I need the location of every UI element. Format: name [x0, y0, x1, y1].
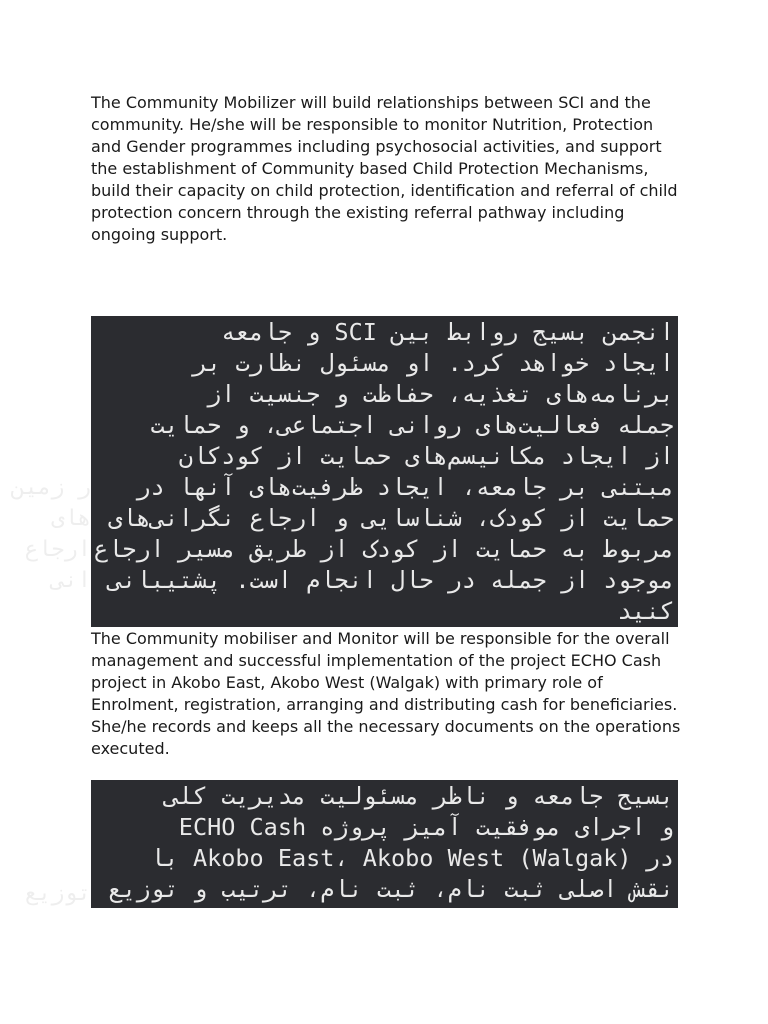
ghost-line: توزیع: [24, 881, 91, 906]
paragraph-community-mobilizer: The Community Mobilizer will build relationships between SCI and the community. He/she will be responsible to monitor Nutrition, Protection and Gender programmes including psychosocial activities, and support the establishment of Community based Child Protection Mechanisms, build their capacity on child protection, identification and referral of child protection concern through the existing referral pathway including ongoing support.: [91, 93, 678, 244]
paragraph-community-mobiliser-monitor: The Community mobiliser and Monitor will be responsible for the overall management and successful implementation of the project ECHO Cash project in Akobo East, Akobo West (Walgak) with primary role of Enrolment, registration, arranging and distributing cash for beneficiaries. She/he records and keeps all the necessary documents on the operations executed.: [91, 629, 681, 758]
farsi-line: حمایت از کودک، شناسایی و ارجاع نگرانی‌های: [108, 504, 674, 532]
farsi-line: بسیج جامعه و ناظر مسئولیت مدیریت کلی: [164, 782, 674, 810]
farsi-line: در Akobo East، Akobo West (Walgak) با: [150, 844, 674, 872]
farsi-lines-2: [91, 780, 678, 905]
ghost-line: ر زمین: [11, 475, 91, 500]
overflow-ghost-text-2: [24, 878, 91, 909]
farsi-line: کنید: [617, 597, 674, 625]
farsi-line: انجمن بسیج روابط بین SCI و جامعه: [221, 318, 674, 346]
farsi-line: و اجرای موفقیت آمیز پروژه ECHO Cash: [178, 813, 674, 841]
farsi-line: موجود از جمله در حال انجام است. پشتیبانی: [108, 566, 674, 594]
farsi-lines-1: [91, 316, 678, 627]
farsi-line: برنامه‌های تغذیه، حفاظت و جنسیت از: [207, 380, 674, 408]
ghost-line: ارجاع: [24, 537, 91, 562]
farsi-line: نقش اصلی ثبت نام، ثبت نام، ترتیب و توزیع: [108, 875, 674, 903]
ghost-line: ‌های: [51, 506, 91, 531]
farsi-translation-block-2: [91, 780, 678, 908]
farsi-line: مربوط به حمایت از کودک از طریق مسیر ارجاع: [93, 535, 674, 563]
farsi-line: مبتنی بر جامعه، ایجاد ظرفیت‌های آنها در: [136, 473, 674, 501]
ghost-line: انی: [51, 568, 91, 593]
farsi-line: ایجاد خواهد کرد. او مسئول نظارت بر: [192, 349, 674, 377]
farsi-line: جمله فعالیت‌های روانی اجتماعی، و حمایت: [150, 411, 674, 439]
farsi-translation-block-1: [91, 316, 678, 627]
overflow-ghost-text-1: [0, 472, 91, 596]
farsi-line: از ایجاد مکانیسم‌های حمایت از کودکان: [178, 442, 674, 470]
